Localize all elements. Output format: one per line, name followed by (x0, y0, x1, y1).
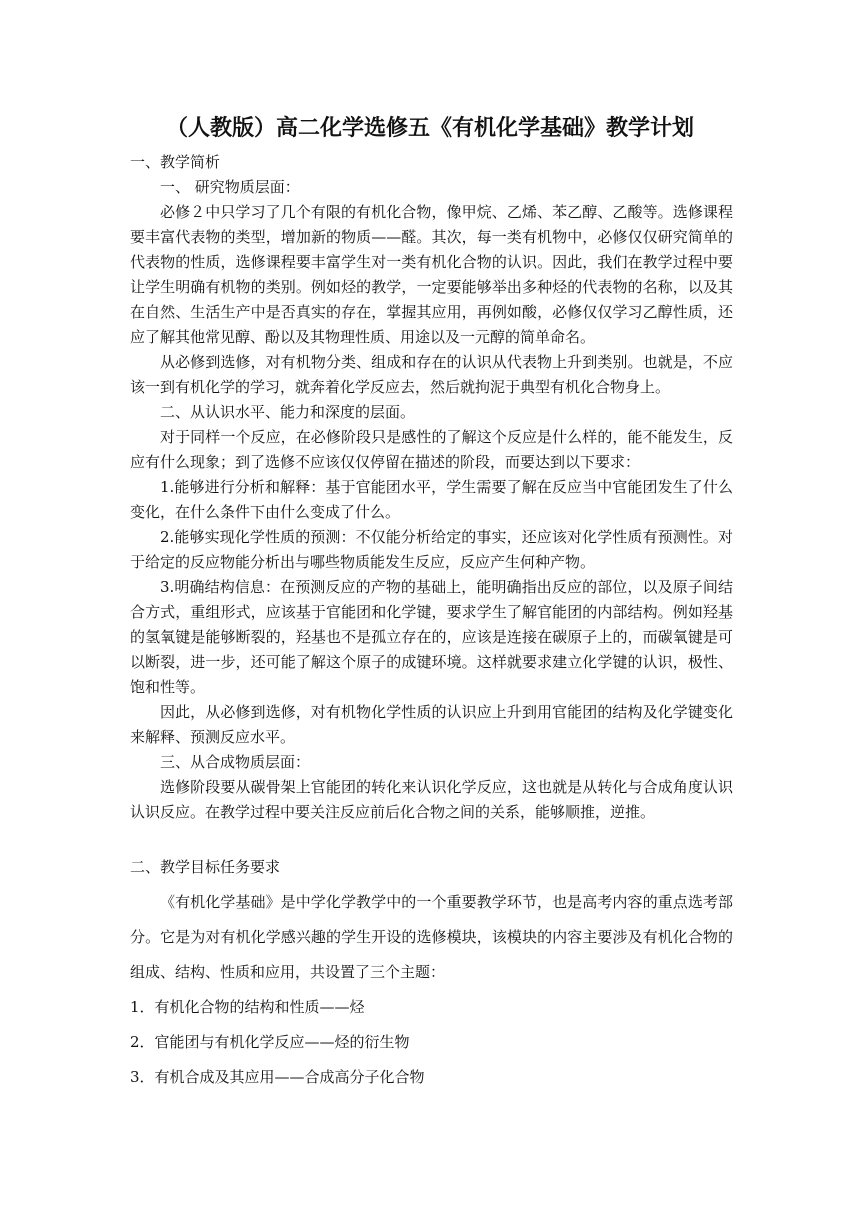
document-title: （人教版）高二化学选修五《有机化学基础》教学计划 (165, 116, 694, 141)
topic-item: 1．有机化合物的结构和性质——烃 (130, 998, 365, 1016)
subheading-synthesis-level: 三、从合成物质层面： (160, 753, 311, 771)
paragraph: 因此，从必修到选修，对有机物化学性质的认识应上升到用官能团的结构及化学键变化来解释、预测反应水平。 (130, 703, 733, 746)
paragraph: 选修阶段要从碳骨架上官能团的转化来认识化学反应，这也就是从转化与合成角度认识认识反应。在教学过程中要关注反应前后化合物之间的关系，能够顺推，逆推。 (130, 778, 733, 821)
subheading-material-level: 一、 研究物质层面： (160, 178, 300, 196)
paragraph: 《有机化学基础》是中学化学教学中的一个重要教学环节，也是高考内容的重点选考部分。它是为对有机化学感兴趣的学生开设的选修模块，该模块的内容主要涉及有机化合物的组成、结构、性质和应用，共设置了三个主题： (130, 893, 733, 981)
section-heading-goals: 二、教学目标任务要求 (130, 858, 281, 876)
paragraph: 必修２中只学习了几个有限的有机化合物，像甲烷、乙烯、苯乙醇、乙酸等。选修课程要丰富代表物的类型，增加新的物质——醛。其次，每一类有机物中，必修仅仅研究简单的代表物的性质，选修课程要丰富学生对一类有机化合物的认识。因此，我们在教学过程中要让学生明确有机物的类别。例如烃的教学，一定要能够举出多种烃的代表物的名称，以及其在自然、生活生产中是否真实的存在，掌握其应用，再例如酸，必修仅仅学习乙醇性质，还应了解其他常见醇、酚以及其物理性质、用途以及一元醇的简单命名。 (130, 203, 733, 346)
paragraph: 对于同样一个反应，在必修阶段只是感性的了解这个反应是什么样的，能不能发生，反应有什么现象；到了选修不应该仅仅停留在描述的阶段，而要达到以下要求： (130, 428, 733, 471)
list-item: 1.能够进行分析和解释：基于官能团水平，学生需要了解在反应当中官能团发生了什么变化，在什么条件下由什么变成了什么。 (130, 478, 733, 521)
list-item: 2.能够实现化学性质的预测：不仅能分析给定的事实，还应该对化学性质有预测性。对于给定的反应物能分析出与哪些物质能发生反应，反应产生何种产物。 (130, 528, 733, 571)
section-heading-analysis: 一、教学简析 (130, 153, 221, 171)
topic-item: 2．官能团与有机化学反应——烃的衍生物 (130, 1033, 410, 1051)
subheading-cognition-level: 二、从认识水平、能力和深度的层面。 (160, 403, 416, 421)
topic-item: 3．有机合成及其应用——合成高分子化合物 (130, 1068, 425, 1086)
list-item: 3.明确结构信息：在预测反应的产物的基础上，能明确指出反应的部位，以及原子间结合方式，重组形式，应该基于官能团和化学键，要求学生了解官能团的内部结构。例如羟基的氢氧键是能够断裂的，羟基也不是孤立存在的，应该是连接在碳原子上的，而碳氧键是可以断裂，进一步，还可能了解这个原子的成键环境。这样就要求建立化学键的认识，极性、饱和性等。 (130, 578, 733, 696)
blank-line (130, 825, 733, 850)
topic-list (130, 990, 733, 1095)
paragraph: 从必修到选修，对有机物分类、组成和存在的认识从代表物上升到类别。也就是，不应该一到有机化学的学习，就奔着化学反应去，然后就拘泥于典型有机化合物身上。 (130, 353, 733, 396)
document-body (130, 150, 733, 1095)
section-goals (130, 850, 733, 1095)
